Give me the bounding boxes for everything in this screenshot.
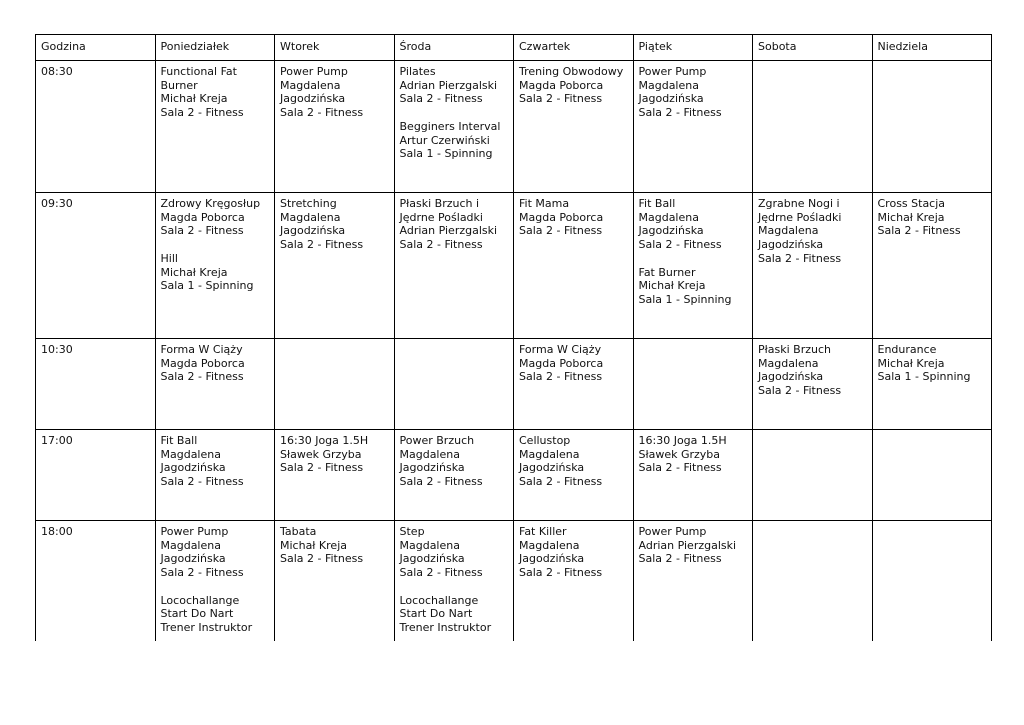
class-detail: Sala 2 - Fitness (638, 461, 722, 475)
class-entry (758, 197, 867, 266)
class-entry (519, 434, 628, 489)
class-detail: Michał Kreja (280, 538, 347, 552)
class-detail: Sala 2 - Fitness (399, 92, 483, 106)
class-name: Power Pump (280, 65, 348, 78)
class-entry (400, 434, 509, 489)
class-name: Hill (160, 251, 178, 265)
header-sunday: Niedziela (872, 35, 992, 61)
class-detail: Sala 2 - Fitness (160, 475, 244, 489)
class-name: Functional Fat (160, 65, 237, 78)
class-detail: Burner (160, 78, 198, 92)
class-name: Płaski Brzuch i (399, 197, 480, 210)
table-row (36, 521, 992, 642)
class-entry (161, 594, 270, 635)
class-cell-sunday (872, 430, 992, 521)
class-detail: Sławek Grzyba (280, 447, 362, 461)
class-cell-monday (155, 521, 275, 642)
class-entry (280, 65, 389, 120)
class-entry (161, 65, 270, 120)
class-detail: Jagodzińska (638, 224, 704, 238)
class-entry (639, 266, 748, 307)
class-name: Fat Burner (638, 265, 696, 279)
class-detail: Sala 2 - Fitness (638, 238, 722, 252)
class-entry (639, 65, 748, 120)
class-entry (280, 197, 389, 252)
class-cell-thursday (514, 61, 634, 193)
class-name: Cross Stacja (877, 197, 946, 210)
class-name: Locochallange (399, 593, 479, 607)
class-detail: Magdalena (519, 447, 580, 461)
class-detail: Sala 2 - Fitness (280, 106, 364, 120)
class-detail: Magdalena (160, 447, 221, 461)
class-name: Fit Ball (160, 434, 198, 447)
class-detail: Sala 2 - Fitness (280, 461, 364, 475)
class-name: Zgrabne Nogi i (758, 197, 840, 210)
class-name: Stretching (280, 197, 337, 210)
class-cell-saturday (753, 193, 873, 339)
table-row (36, 61, 992, 193)
class-detail: Adrian Pierzgalski (638, 538, 737, 552)
class-detail: Magdalena (758, 224, 819, 238)
class-detail: Start Do Nart (399, 607, 473, 621)
time-cell: 09:30 (36, 193, 156, 339)
class-entry (519, 65, 628, 106)
class-detail: Magdalena (160, 538, 221, 552)
class-entry (161, 197, 270, 238)
class-detail: Sala 1 - Spinning (877, 370, 971, 384)
class-detail: Michał Kreja (877, 356, 945, 370)
class-entry (639, 197, 748, 252)
class-detail: Sala 1 - Spinning (638, 292, 732, 306)
class-name: Forma W Ciąży (160, 343, 243, 356)
class-detail: Sala 1 - Spinning (160, 279, 254, 293)
class-cell-tuesday (275, 193, 395, 339)
class-entry (519, 197, 628, 238)
class-detail: Sala 2 - Fitness (160, 566, 244, 580)
class-cell-tuesday (275, 521, 395, 642)
header-wednesday: Środa (394, 35, 514, 61)
class-cell-thursday (514, 430, 634, 521)
class-cell-wednesday (394, 339, 514, 430)
header-saturday: Sobota (753, 35, 873, 61)
class-detail: Sala 2 - Fitness (399, 566, 483, 580)
class-cell-thursday (514, 193, 634, 339)
class-detail: Michał Kreja (160, 92, 228, 106)
class-cell-friday (633, 339, 753, 430)
class-entry (400, 197, 509, 252)
class-cell-tuesday (275, 430, 395, 521)
class-entry (758, 343, 867, 398)
class-entry (280, 434, 389, 475)
time-cell: 17:00 (36, 430, 156, 521)
class-entry (400, 594, 509, 635)
class-name: Endurance (877, 343, 937, 356)
class-detail: Sala 2 - Fitness (160, 224, 244, 238)
class-cell-friday (633, 61, 753, 193)
class-detail: Artur Czerwiński (399, 133, 490, 147)
class-cell-sunday (872, 61, 992, 193)
class-cell-saturday (753, 339, 873, 430)
class-name: Power Brzuch (399, 434, 475, 447)
class-name: Tabata (280, 525, 317, 538)
header-row (36, 35, 992, 61)
class-cell-monday (155, 339, 275, 430)
class-detail: Jagodzińska (519, 461, 585, 475)
class-detail: Magdalena (758, 356, 819, 370)
class-name: Pilates (399, 65, 436, 78)
class-entry (639, 434, 748, 475)
class-detail: Sala 2 - Fitness (638, 552, 722, 566)
class-detail: Sala 2 - Fitness (638, 106, 722, 120)
class-cell-thursday (514, 339, 634, 430)
class-detail: Sala 2 - Fitness (519, 224, 603, 238)
class-cell-wednesday (394, 193, 514, 339)
class-detail: Magda Poborca (160, 210, 245, 224)
class-detail: Trener Instruktor (160, 620, 253, 634)
class-name: Power Pump (638, 525, 707, 538)
class-name: Power Pump (160, 525, 229, 538)
class-detail: Sala 2 - Fitness (160, 106, 244, 120)
class-detail: Michał Kreja (877, 210, 945, 224)
class-detail: Sala 2 - Fitness (877, 224, 961, 238)
class-cell-monday (155, 61, 275, 193)
class-detail: Trener Instruktor (399, 620, 492, 634)
class-name: 16:30 Joga 1.5H (280, 434, 369, 447)
class-cell-wednesday (394, 61, 514, 193)
class-detail: Sala 2 - Fitness (758, 384, 842, 398)
class-detail: Sala 2 - Fitness (160, 370, 244, 384)
class-detail: Magda Poborca (519, 356, 604, 370)
class-cell-wednesday (394, 521, 514, 642)
class-entry (400, 65, 509, 106)
class-cell-sunday (872, 521, 992, 642)
header-time: Godzina (36, 35, 156, 61)
class-entry (878, 197, 987, 238)
class-detail: Sala 2 - Fitness (758, 251, 842, 265)
class-detail: Jagodzińska (160, 461, 226, 475)
class-name: Begginers Interval (399, 119, 501, 133)
class-entry (400, 120, 509, 161)
class-detail: Magdalena (280, 78, 341, 92)
class-cell-friday (633, 521, 753, 642)
header-thursday: Czwartek (514, 35, 634, 61)
class-detail: Magda Poborca (519, 210, 604, 224)
class-detail: Michał Kreja (638, 279, 706, 293)
class-cell-saturday (753, 430, 873, 521)
class-cell-monday (155, 193, 275, 339)
class-name: Locochallange (160, 593, 240, 607)
class-detail: Sala 2 - Fitness (399, 238, 483, 252)
table-row (36, 193, 992, 339)
class-entry (280, 525, 389, 566)
class-entry (161, 434, 270, 489)
class-detail: Magdalena (519, 538, 580, 552)
class-name: Fit Ball (638, 197, 676, 210)
class-detail: Sala 2 - Fitness (399, 475, 483, 489)
table-row (36, 339, 992, 430)
class-entry (519, 343, 628, 384)
class-detail: Sławek Grzyba (638, 447, 721, 461)
class-detail: Jagodzińska (638, 92, 704, 106)
schedule-table (35, 34, 992, 641)
class-detail: Sala 2 - Fitness (280, 552, 364, 566)
class-detail: Magda Poborca (160, 356, 245, 370)
time-cell: 10:30 (36, 339, 156, 430)
class-entry (161, 343, 270, 384)
class-name: 16:30 Joga 1.5H (638, 434, 727, 447)
class-detail: Magdalena (280, 210, 341, 224)
class-cell-friday (633, 193, 753, 339)
class-cell-saturday (753, 521, 873, 642)
class-name: Płaski Brzuch (758, 343, 831, 356)
class-detail: Magdalena (638, 78, 699, 92)
class-detail: Jędrne Pośladki (399, 210, 483, 224)
class-detail: Jagodzińska (280, 92, 346, 106)
header-friday: Piątek (633, 35, 753, 61)
class-detail: Jędrne Pośladki (758, 210, 842, 224)
class-entry (878, 343, 987, 384)
class-cell-sunday (872, 193, 992, 339)
class-cell-wednesday (394, 430, 514, 521)
time-cell: 18:00 (36, 521, 156, 642)
class-entry (161, 525, 270, 580)
class-name: Cellustop (519, 434, 571, 447)
class-entry (161, 252, 270, 293)
class-detail: Michał Kreja (160, 265, 228, 279)
class-name: Step (399, 525, 425, 538)
class-detail: Magdalena (638, 210, 699, 224)
class-detail: Sala 2 - Fitness (519, 566, 603, 580)
class-detail: Jagodzińska (399, 461, 465, 475)
class-detail: Magdalena (399, 447, 460, 461)
class-cell-monday (155, 430, 275, 521)
table-row (36, 430, 992, 521)
class-name: Fit Mama (519, 197, 570, 210)
class-detail: Jagodzińska (758, 370, 824, 384)
class-detail: Sala 2 - Fitness (519, 92, 603, 106)
class-cell-thursday (514, 521, 634, 642)
class-cell-sunday (872, 339, 992, 430)
class-detail: Adrian Pierzgalski (399, 224, 498, 238)
class-detail: Jagodzińska (519, 552, 585, 566)
class-detail: Magdalena (399, 538, 460, 552)
class-detail: Sala 2 - Fitness (519, 475, 603, 489)
schedule-body (36, 61, 992, 642)
class-detail: Jagodzińska (399, 552, 465, 566)
class-entry (400, 525, 509, 580)
class-detail: Sala 1 - Spinning (399, 147, 493, 161)
header-monday: Poniedziałek (155, 35, 275, 61)
class-name: Zdrowy Kręgosłup (160, 197, 261, 210)
class-name: Forma W Ciąży (519, 343, 602, 356)
class-cell-friday (633, 430, 753, 521)
class-entry (519, 525, 628, 580)
class-detail: Sala 2 - Fitness (519, 370, 603, 384)
class-cell-tuesday (275, 61, 395, 193)
class-detail: Sala 2 - Fitness (280, 238, 364, 252)
class-detail: Jagodzińska (758, 238, 824, 252)
class-detail: Jagodzińska (280, 224, 346, 238)
class-detail: Start Do Nart (160, 607, 234, 621)
class-name: Fat Killer (519, 525, 567, 538)
time-cell: 08:30 (36, 61, 156, 193)
class-detail: Magda Poborca (519, 78, 604, 92)
class-name: Trening Obwodowy (519, 65, 624, 78)
class-cell-saturday (753, 61, 873, 193)
class-entry (639, 525, 748, 566)
class-name: Power Pump (638, 65, 707, 78)
header-tuesday: Wtorek (275, 35, 395, 61)
class-detail: Jagodzińska (160, 552, 226, 566)
class-cell-tuesday (275, 339, 395, 430)
class-detail: Adrian Pierzgalski (399, 78, 498, 92)
